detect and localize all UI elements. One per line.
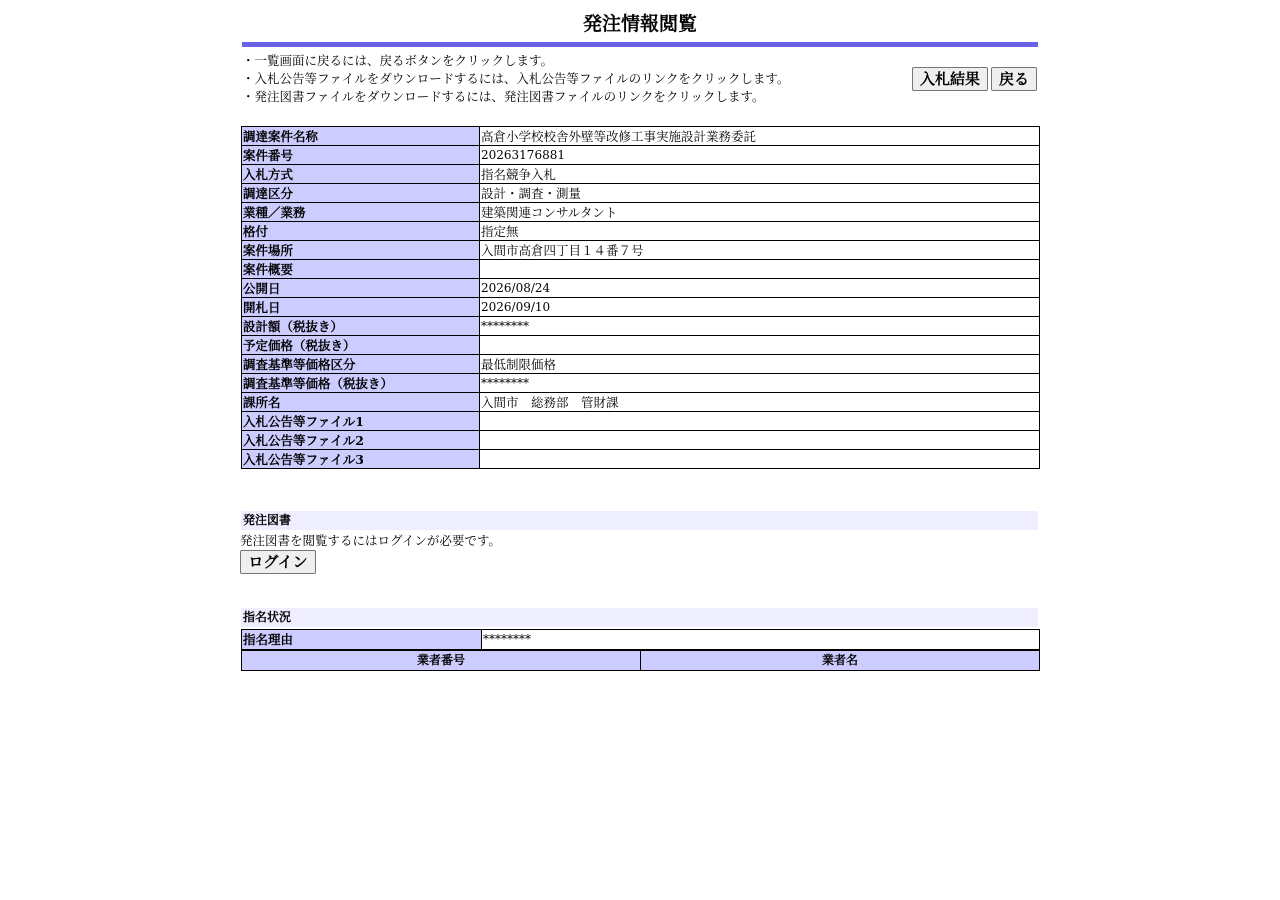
file-link-cell — [480, 431, 1040, 450]
field-label: 設計額（税抜き） — [242, 317, 480, 336]
column-header-vendor-name: 業者名 — [641, 651, 1040, 671]
file-link-cell — [480, 412, 1040, 431]
login-required-note: 発注図書を閲覧するにはログインが必要です。 — [240, 533, 501, 548]
vendor-table — [241, 650, 1040, 671]
field-value: 2026/09/10 — [480, 298, 1040, 317]
nomination-reason-table — [241, 629, 1040, 650]
field-value: 設計・調査・測量 — [480, 184, 1040, 203]
instruction-line: ・発注図書ファイルをダウンロードするには、発注図書ファイルのリンクをクリックします。 — [242, 89, 765, 104]
column-header-vendor-number: 業者番号 — [242, 651, 641, 671]
table-header-row — [242, 651, 1040, 671]
table-row — [242, 279, 1040, 298]
table-row — [242, 630, 1040, 650]
field-value: 20263176881 — [480, 146, 1040, 165]
field-label: 調査基準等価格（税抜き） — [242, 374, 480, 393]
field-value: 入間市 総務部 管財課 — [480, 393, 1040, 412]
procurement-detail-table — [241, 126, 1040, 469]
table-row — [242, 393, 1040, 412]
instruction-line: ・一覧画面に戻るには、戻るボタンをクリックします。 — [242, 53, 554, 68]
field-value: 高倉小学校校舎外壁等改修工事実施設計業務委託 — [480, 127, 1040, 146]
field-value: 2026/08/24 — [480, 279, 1040, 298]
field-label: 入札公告等ファイル2 — [242, 431, 480, 450]
field-label: 調査基準等価格区分 — [242, 355, 480, 374]
bid-result-button[interactable]: 入札結果 — [912, 67, 988, 91]
field-label: 調達区分 — [242, 184, 480, 203]
table-row — [242, 317, 1040, 336]
table-row — [242, 127, 1040, 146]
table-row — [242, 165, 1040, 184]
field-value: 指定無 — [480, 222, 1040, 241]
field-value — [480, 260, 1040, 279]
nomination-section-header: 指名状況 — [241, 608, 1038, 627]
table-row — [242, 431, 1040, 450]
file-link-cell — [480, 450, 1040, 469]
table-row — [242, 222, 1040, 241]
field-label: 案件概要 — [242, 260, 480, 279]
table-row — [242, 241, 1040, 260]
field-label: 案件番号 — [242, 146, 480, 165]
table-row — [242, 146, 1040, 165]
field-value: 最低制限価格 — [480, 355, 1040, 374]
title-divider — [242, 42, 1038, 47]
field-value — [480, 336, 1040, 355]
field-label: 業種／業務 — [242, 203, 480, 222]
field-label: 予定価格（税抜き） — [242, 336, 480, 355]
table-row — [242, 184, 1040, 203]
field-value: 指名競争入札 — [480, 165, 1040, 184]
field-value: ******** — [480, 374, 1040, 393]
field-label: 入札公告等ファイル3 — [242, 450, 480, 469]
drawings-section-header: 発注図書 — [241, 511, 1038, 530]
back-button[interactable]: 戻る — [991, 67, 1037, 91]
field-label: 格付 — [242, 222, 480, 241]
field-value: ******** — [480, 317, 1040, 336]
field-label: 調達案件名称 — [242, 127, 480, 146]
table-row — [242, 298, 1040, 317]
instructions — [242, 52, 882, 106]
field-label: 公開日 — [242, 279, 480, 298]
table-row — [242, 260, 1040, 279]
table-row — [242, 355, 1040, 374]
field-label: 入札公告等ファイル1 — [242, 412, 480, 431]
field-value: 建築関連コンサルタント — [480, 203, 1040, 222]
nomination-reason-label: 指名理由 — [242, 630, 482, 650]
nomination-reason-value: ******** — [482, 630, 1040, 650]
login-button[interactable]: ログイン — [240, 550, 316, 574]
field-label: 入札方式 — [242, 165, 480, 184]
field-label: 案件場所 — [242, 241, 480, 260]
table-row — [242, 203, 1040, 222]
table-row — [242, 412, 1040, 431]
table-row — [242, 374, 1040, 393]
table-row — [242, 336, 1040, 355]
field-label: 開札日 — [242, 298, 480, 317]
field-value: 入間市高倉四丁目１４番７号 — [480, 241, 1040, 260]
instruction-line: ・入札公告等ファイルをダウンロードするには、入札公告等ファイルのリンクをクリックします。 — [242, 71, 790, 86]
page-title: 発注情報閲覧 — [582, 13, 697, 35]
table-row — [242, 450, 1040, 469]
field-label: 課所名 — [242, 393, 480, 412]
